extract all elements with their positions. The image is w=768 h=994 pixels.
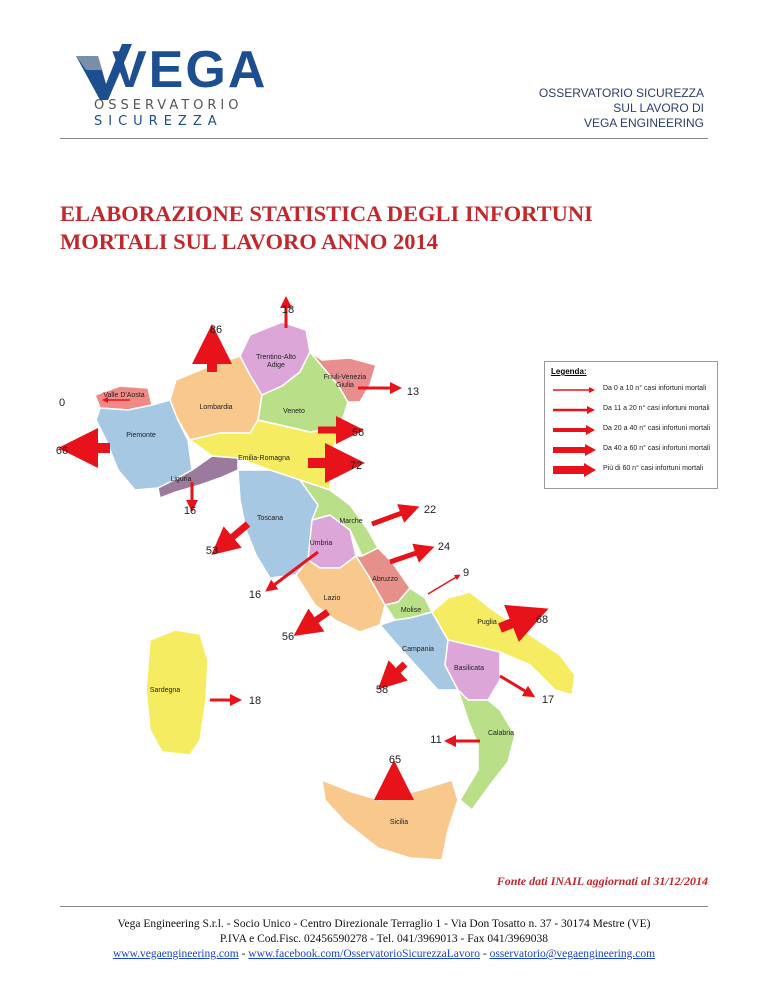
arrow-campania — [388, 664, 405, 680]
legend-title: Legenda: — [551, 367, 587, 376]
legend-arrow-large-icon — [551, 443, 597, 457]
value-basilicata: 17 — [541, 694, 555, 706]
logo-wordmark: VEGA — [112, 41, 268, 99]
website-link[interactable]: www.vegaengineering.com — [112, 948, 239, 960]
region-label-calabria: Calabria — [487, 730, 515, 737]
value-piemonte: 66 — [55, 445, 69, 457]
legend-item-11-20 — [551, 403, 715, 417]
region-label-marche: Marche — [339, 518, 363, 525]
facebook-link[interactable]: www.facebook.com/OsservatorioSicurezzaLavoro — [248, 948, 480, 960]
title-line-2: MORTALI SUL LAVORO ANNO 2014 — [60, 229, 438, 254]
title-line-1: ELABORAZIONE STATISTICA DEGLI INFORTUNI — [60, 201, 593, 226]
legend-arrow-xlarge-icon — [551, 463, 597, 477]
region-label-liguria: Liguria — [170, 476, 192, 483]
region-label-lombardia: Lombardia — [199, 404, 233, 411]
value-valle-d-aosta: 0 — [58, 397, 66, 409]
legend-item-60-plus — [551, 463, 715, 477]
legend-label: Da 0 a 10 n° casi infortuni mortali — [603, 385, 707, 392]
value-umbria: 16 — [248, 589, 262, 601]
region-label-campania: Campania — [402, 646, 434, 653]
region-label-friuli-venezia-giulia: Friuli-Venezia Giulia — [323, 374, 367, 389]
legend-item-0-10 — [551, 383, 715, 397]
value-liguria: 16 — [183, 505, 197, 517]
org-line-3: VEGA ENGINEERING — [583, 116, 704, 130]
legend-arrow-medium-icon — [551, 423, 597, 437]
value-sardegna: 18 — [248, 695, 262, 707]
region-label-molise: Molise — [400, 607, 422, 614]
org-line-2: SUL LAVORO DI — [613, 101, 704, 115]
legend — [544, 361, 718, 489]
legend-item-40-60 — [551, 443, 715, 457]
footer-separator: - — [479, 948, 490, 960]
value-abruzzo: 24 — [437, 541, 451, 553]
footer-separator: - — [238, 948, 249, 960]
region-label-sardegna: Sardegna — [149, 687, 181, 694]
header-divider — [60, 138, 708, 139]
logo-subtitle-2: SICUREZZA — [94, 114, 223, 129]
arrow-molise — [428, 576, 458, 594]
legend-label: Da 11 a 20 n° casi infortuni mortali — [603, 405, 710, 412]
logo-subtitle-1: OSSERVATORIO — [94, 98, 243, 113]
region-label-valle-d-aosta: Valle D'Aosta — [103, 392, 145, 399]
region-label-abruzzo: Abruzzo — [372, 576, 398, 583]
page-title — [60, 200, 720, 256]
region-label-sicilia: Sicilia — [389, 819, 409, 826]
region-label-basilicata: Basilicata — [454, 665, 484, 672]
legend-label: Più di 60 n° casi infortuni mortali — [603, 465, 704, 472]
region-label-piemonte: Piemonte — [126, 432, 156, 439]
value-puglia: 68 — [535, 614, 549, 626]
arrow-toscana — [222, 524, 248, 546]
region-label-toscana: Toscana — [256, 515, 284, 522]
region-label-trentino-alto-adige: Trentino-Alto Adige — [256, 354, 296, 369]
value-emilia-romagna: 72 — [349, 460, 363, 472]
footer-divider — [60, 906, 708, 907]
region-label-lazio: Lazio — [323, 595, 341, 602]
vega-logo — [72, 40, 268, 130]
value-sicilia: 65 — [388, 754, 402, 766]
org-line-1: OSSERVATORIO SICUREZZA — [538, 86, 704, 100]
legend-label: Da 20 a 40 n° casi infortuni mortali — [603, 425, 711, 432]
value-lazio: 56 — [281, 631, 295, 643]
arrow-abruzzo — [390, 550, 425, 562]
region-label-puglia: Puglia — [477, 619, 497, 626]
value-trentino-alto-adige: 18 — [281, 304, 295, 316]
arrow-basilicata — [500, 676, 530, 694]
value-campania: 58 — [375, 684, 389, 696]
legend-arrow-thin-icon — [551, 383, 597, 397]
arrow-marche — [372, 510, 410, 524]
email-link[interactable]: osservatorio@vegaengineering.com — [489, 948, 656, 960]
value-toscana: 53 — [205, 545, 219, 557]
region-calabria — [458, 690, 515, 810]
legend-arrow-small-icon — [551, 403, 597, 417]
value-veneto: 56 — [351, 427, 365, 439]
value-calabria: 11 — [430, 734, 442, 746]
organization-name — [539, 86, 704, 131]
arrow-lazio — [305, 612, 328, 628]
value-molise: 9 — [462, 567, 470, 579]
value-lombardia: 86 — [209, 324, 223, 336]
footer-links — [40, 948, 728, 960]
legend-label: Da 40 a 60 n° casi infortuni mortali — [603, 445, 711, 452]
value-marche: 22 — [423, 504, 437, 516]
value-friuli-venezia-giulia: 13 — [406, 386, 420, 398]
region-label-veneto: Veneto — [283, 408, 305, 415]
region-label-emilia-romagna: Emilia-Romagna — [238, 455, 290, 462]
data-source: Fonte dati INAIL aggiornati al 31/12/2014 — [496, 874, 708, 888]
region-label-umbria: Umbria — [309, 540, 333, 547]
footer-line-1: Vega Engineering S.r.l. - Socio Unico - Centro Direzionale Terraglio 1 - Via Don Tosatto n. 37 - 30174 Mestre (VE) — [117, 918, 651, 930]
legend-item-20-40 — [551, 423, 715, 437]
footer-line-2: P.IVA e Cod.Fisc. 02456590278 - Tel. 041/3969013 - Fax 041/3969038 — [219, 933, 549, 945]
